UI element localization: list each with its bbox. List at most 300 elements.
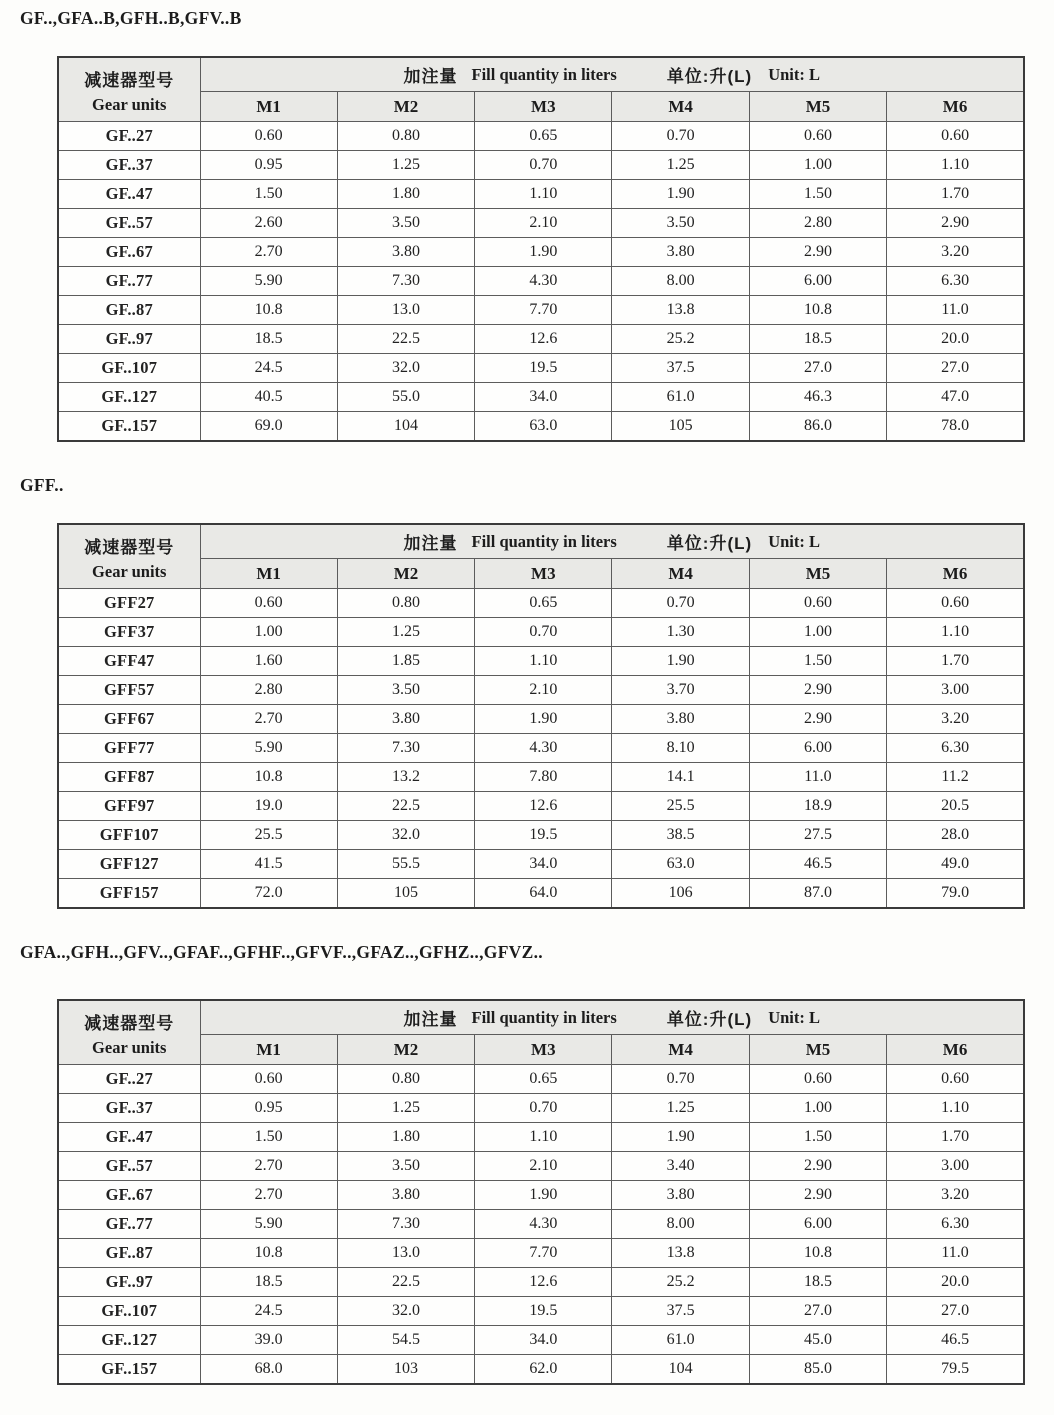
fill-value-cell: 40.5	[200, 383, 337, 412]
fill-value-cell: 0.95	[200, 1094, 337, 1123]
section-title: GF..,GFA..B,GFH..B,GFV..B	[20, 8, 242, 28]
fill-value-cell: 1.10	[475, 1123, 612, 1152]
fill-value-cell: 1.10	[887, 151, 1024, 180]
fill-value-cell: 1.00	[749, 618, 886, 647]
fill-value-cell: 1.25	[337, 1094, 474, 1123]
fill-quantity-label-en: Fill quantity in liters	[471, 64, 617, 84]
fill-quantity-header-cell	[200, 1000, 1024, 1035]
fill-value-cell: 0.80	[337, 1065, 474, 1094]
fill-quantity-label-en: Fill quantity in liters	[471, 1007, 617, 1027]
gear-model-cell: GF..107	[58, 1297, 200, 1326]
fill-value-cell: 10.8	[200, 763, 337, 792]
fill-quantity-header-cell	[200, 57, 1024, 92]
fill-value-cell: 18.5	[200, 1268, 337, 1297]
fill-value-cell: 1.60	[200, 647, 337, 676]
table-row	[58, 180, 1024, 209]
fill-value-cell: 3.80	[337, 1181, 474, 1210]
gear-model-cell: GF..157	[58, 1355, 200, 1385]
fill-value-cell: 1.50	[200, 1123, 337, 1152]
table-row	[58, 763, 1024, 792]
fill-value-cell: 11.2	[887, 763, 1024, 792]
fill-value-cell: 2.60	[200, 209, 337, 238]
fill-value-cell: 1.90	[612, 1123, 749, 1152]
gear-units-header-cell	[58, 57, 200, 122]
table-row	[58, 122, 1024, 151]
fill-value-cell: 11.0	[887, 296, 1024, 325]
fill-value-cell: 1.70	[887, 647, 1024, 676]
gear-units-label-zh: 减速器型号	[84, 538, 175, 557]
fill-value-cell: 0.60	[749, 1065, 886, 1094]
fill-value-cell: 27.5	[749, 821, 886, 850]
gear-model-cell: GFF27	[58, 589, 200, 618]
fill-value-cell: 3.80	[337, 238, 474, 267]
fill-value-cell: 46.5	[887, 1326, 1024, 1355]
fill-value-cell: 32.0	[337, 354, 474, 383]
fill-value-cell: 2.90	[887, 209, 1024, 238]
fill-value-cell: 103	[337, 1355, 474, 1385]
fill-value-cell: 2.80	[200, 676, 337, 705]
fill-value-cell: 55.5	[337, 850, 474, 879]
fill-value-cell: 55.0	[337, 383, 474, 412]
table-row	[58, 589, 1024, 618]
fill-value-cell: 7.80	[475, 763, 612, 792]
table-row	[58, 354, 1024, 383]
sections-container	[20, 8, 1025, 1385]
fill-value-cell: 8.00	[612, 1210, 749, 1239]
fill-value-cell: 14.1	[612, 763, 749, 792]
column-header-m1: M1	[200, 92, 337, 122]
unit-label-zh: 单位:升(L)	[666, 1010, 753, 1029]
gear-model-cell: GF..87	[58, 296, 200, 325]
column-header-m5: M5	[749, 559, 886, 589]
fill-quantity-header-text	[203, 1005, 1022, 1030]
mounting-position-header-row	[58, 92, 1024, 122]
column-header-m1: M1	[200, 559, 337, 589]
mounting-position-header-row	[58, 1035, 1024, 1065]
unit-label-en: Unit: L	[768, 1007, 820, 1027]
gear-model-cell: GF..97	[58, 1268, 200, 1297]
table-row	[58, 325, 1024, 354]
fill-value-cell: 1.00	[749, 151, 886, 180]
column-header-m3: M3	[475, 1035, 612, 1065]
fill-quantity-label-zh: 加注量	[403, 534, 458, 553]
gear-model-cell: GFF77	[58, 734, 200, 763]
fill-quantity-section	[20, 475, 1025, 909]
fill-value-cell: 37.5	[612, 354, 749, 383]
gear-model-cell: GF..157	[58, 412, 200, 442]
section-title: GFF..	[20, 475, 64, 495]
fill-value-cell: 0.60	[200, 122, 337, 151]
gear-model-cell: GF..37	[58, 1094, 200, 1123]
fill-value-cell: 2.90	[749, 1152, 886, 1181]
fill-value-cell: 105	[337, 879, 474, 909]
gear-model-cell: GF..127	[58, 1326, 200, 1355]
fill-value-cell: 37.5	[612, 1297, 749, 1326]
fill-value-cell: 1.25	[337, 618, 474, 647]
fill-value-cell: 0.60	[200, 1065, 337, 1094]
fill-value-cell: 64.0	[475, 879, 612, 909]
fill-value-cell: 5.90	[200, 734, 337, 763]
fill-value-cell: 34.0	[475, 1326, 612, 1355]
fill-value-cell: 2.90	[749, 705, 886, 734]
fill-value-cell: 18.5	[749, 1268, 886, 1297]
fill-value-cell: 0.60	[200, 589, 337, 618]
fill-value-cell: 1.50	[749, 1123, 886, 1152]
gear-model-cell: GFF37	[58, 618, 200, 647]
gear-model-cell: GF..37	[58, 151, 200, 180]
table-row	[58, 879, 1024, 909]
fill-value-cell: 1.25	[612, 1094, 749, 1123]
table-row	[58, 267, 1024, 296]
fill-value-cell: 32.0	[337, 1297, 474, 1326]
fill-value-cell: 1.30	[612, 618, 749, 647]
gear-units-header-cell	[58, 1000, 200, 1065]
fill-value-cell: 79.5	[887, 1355, 1024, 1385]
fill-value-cell: 63.0	[612, 850, 749, 879]
fill-value-cell: 2.70	[200, 1181, 337, 1210]
fill-value-cell: 7.30	[337, 1210, 474, 1239]
fill-value-cell: 3.80	[612, 238, 749, 267]
fill-value-cell: 0.80	[337, 589, 474, 618]
fill-quantity-header-text	[203, 62, 1022, 87]
fill-quantity-label-zh: 加注量	[403, 1010, 458, 1029]
fill-value-cell: 10.8	[200, 1239, 337, 1268]
fill-quantity-label-zh: 加注量	[403, 67, 458, 86]
column-header-m4: M4	[612, 559, 749, 589]
fill-value-cell: 3.40	[612, 1152, 749, 1181]
fill-value-cell: 22.5	[337, 325, 474, 354]
gear-model-cell: GF..27	[58, 122, 200, 151]
gear-units-label-zh: 减速器型号	[84, 1014, 175, 1033]
fill-value-cell: 1.85	[337, 647, 474, 676]
fill-value-cell: 1.90	[612, 647, 749, 676]
fill-value-cell: 18.5	[749, 325, 886, 354]
fill-value-cell: 0.60	[887, 589, 1024, 618]
gear-model-cell: GF..97	[58, 325, 200, 354]
fill-value-cell: 104	[337, 412, 474, 442]
fill-value-cell: 1.70	[887, 180, 1024, 209]
fill-value-cell: 2.70	[200, 238, 337, 267]
fill-value-cell: 19.0	[200, 792, 337, 821]
column-header-m5: M5	[749, 1035, 886, 1065]
fill-value-cell: 19.5	[475, 821, 612, 850]
fill-value-cell: 2.90	[749, 676, 886, 705]
fill-value-cell: 5.90	[200, 267, 337, 296]
fill-quantity-table	[57, 56, 1025, 442]
fill-value-cell: 12.6	[475, 792, 612, 821]
fill-value-cell: 13.0	[337, 1239, 474, 1268]
table-row	[58, 1065, 1024, 1094]
fill-value-cell: 10.8	[200, 296, 337, 325]
table-row	[58, 1094, 1024, 1123]
fill-value-cell: 22.5	[337, 1268, 474, 1297]
column-header-m2: M2	[337, 92, 474, 122]
fill-value-cell: 4.30	[475, 1210, 612, 1239]
fill-value-cell: 13.2	[337, 763, 474, 792]
fill-value-cell: 20.0	[887, 325, 1024, 354]
fill-value-cell: 0.70	[612, 1065, 749, 1094]
fill-value-cell: 6.30	[887, 267, 1024, 296]
fill-quantity-table	[57, 523, 1025, 909]
table-header	[58, 1000, 1024, 1065]
fill-value-cell: 13.8	[612, 1239, 749, 1268]
fill-value-cell: 2.70	[200, 705, 337, 734]
fill-value-cell: 2.10	[475, 1152, 612, 1181]
gear-model-cell: GFF57	[58, 676, 200, 705]
table-row	[58, 821, 1024, 850]
unit-label-en: Unit: L	[768, 64, 820, 84]
gear-model-cell: GFF67	[58, 705, 200, 734]
column-header-m6: M6	[887, 92, 1024, 122]
fill-value-cell: 18.9	[749, 792, 886, 821]
fill-value-cell: 27.0	[887, 354, 1024, 383]
fill-value-cell: 54.5	[337, 1326, 474, 1355]
fill-value-cell: 1.90	[475, 238, 612, 267]
fill-value-cell: 13.8	[612, 296, 749, 325]
fill-value-cell: 25.2	[612, 1268, 749, 1297]
fill-value-cell: 0.60	[887, 1065, 1024, 1094]
fill-value-cell: 10.8	[749, 296, 886, 325]
gear-model-cell: GF..47	[58, 1123, 200, 1152]
fill-value-cell: 3.20	[887, 1181, 1024, 1210]
table-row	[58, 383, 1024, 412]
table-row	[58, 1268, 1024, 1297]
table-row	[58, 296, 1024, 325]
gear-model-cell: GF..57	[58, 209, 200, 238]
fill-value-cell: 0.95	[200, 151, 337, 180]
fill-value-cell: 7.30	[337, 734, 474, 763]
fill-value-cell: 0.70	[612, 589, 749, 618]
fill-value-cell: 1.80	[337, 180, 474, 209]
column-header-m2: M2	[337, 559, 474, 589]
fill-value-cell: 45.0	[749, 1326, 886, 1355]
gear-model-cell: GF..127	[58, 383, 200, 412]
fill-value-cell: 1.00	[749, 1094, 886, 1123]
fill-value-cell: 47.0	[887, 383, 1024, 412]
fill-value-cell: 0.65	[475, 589, 612, 618]
fill-value-cell: 6.30	[887, 1210, 1024, 1239]
fill-value-cell: 3.50	[337, 676, 474, 705]
fill-value-cell: 1.50	[200, 180, 337, 209]
table-row	[58, 850, 1024, 879]
fill-value-cell: 49.0	[887, 850, 1024, 879]
fill-value-cell: 5.90	[200, 1210, 337, 1239]
fill-value-cell: 3.00	[887, 676, 1024, 705]
table-row	[58, 705, 1024, 734]
gear-model-cell: GFF107	[58, 821, 200, 850]
fill-value-cell: 12.6	[475, 325, 612, 354]
gear-units-label-en: Gear units	[92, 562, 167, 581]
fill-value-cell: 0.60	[887, 122, 1024, 151]
fill-value-cell: 3.80	[612, 1181, 749, 1210]
table-row	[58, 1152, 1024, 1181]
fill-value-cell: 1.10	[887, 1094, 1024, 1123]
fill-value-cell: 13.0	[337, 296, 474, 325]
table-row	[58, 238, 1024, 267]
fill-value-cell: 34.0	[475, 383, 612, 412]
fill-value-cell: 0.60	[749, 122, 886, 151]
unit-label-en: Unit: L	[768, 531, 820, 551]
table-body	[58, 122, 1024, 442]
fill-value-cell: 105	[612, 412, 749, 442]
fill-value-cell: 1.00	[200, 618, 337, 647]
gear-model-cell: GFF47	[58, 647, 200, 676]
fill-value-cell: 104	[612, 1355, 749, 1385]
fill-value-cell: 3.20	[887, 238, 1024, 267]
column-header-m2: M2	[337, 1035, 474, 1065]
fill-value-cell: 27.0	[887, 1297, 1024, 1326]
table-row	[58, 734, 1024, 763]
fill-value-cell: 3.00	[887, 1152, 1024, 1181]
table-row	[58, 412, 1024, 442]
fill-value-cell: 0.70	[475, 618, 612, 647]
fill-value-cell: 6.00	[749, 734, 886, 763]
fill-value-cell: 2.90	[749, 1181, 886, 1210]
fill-value-cell: 6.00	[749, 1210, 886, 1239]
fill-quantity-label-en: Fill quantity in liters	[471, 531, 617, 551]
fill-value-cell: 68.0	[200, 1355, 337, 1385]
gear-model-cell: GF..107	[58, 354, 200, 383]
fill-value-cell: 79.0	[887, 879, 1024, 909]
fill-value-cell: 1.25	[612, 151, 749, 180]
fill-value-cell: 46.5	[749, 850, 886, 879]
fill-value-cell: 86.0	[749, 412, 886, 442]
fill-value-cell: 2.70	[200, 1152, 337, 1181]
fill-value-cell: 6.00	[749, 267, 886, 296]
fill-quantity-header-text	[203, 529, 1022, 554]
table-row	[58, 1239, 1024, 1268]
gear-model-cell: GFF127	[58, 850, 200, 879]
fill-value-cell: 61.0	[612, 1326, 749, 1355]
fill-value-cell: 27.0	[749, 1297, 886, 1326]
fill-quantity-section	[20, 942, 1025, 1385]
fill-value-cell: 0.65	[475, 1065, 612, 1094]
fill-value-cell: 24.5	[200, 354, 337, 383]
fill-value-cell: 78.0	[887, 412, 1024, 442]
gear-model-cell: GF..77	[58, 267, 200, 296]
fill-value-cell: 1.10	[887, 618, 1024, 647]
table-row	[58, 647, 1024, 676]
fill-value-cell: 6.30	[887, 734, 1024, 763]
table-row	[58, 1326, 1024, 1355]
fill-value-cell: 20.0	[887, 1268, 1024, 1297]
fill-quantity-section	[20, 8, 1025, 442]
table-row	[58, 151, 1024, 180]
fill-value-cell: 62.0	[475, 1355, 612, 1385]
table-row	[58, 209, 1024, 238]
table-header	[58, 57, 1024, 122]
fill-value-cell: 32.0	[337, 821, 474, 850]
gear-units-label-zh: 减速器型号	[84, 71, 175, 90]
gear-model-cell: GFF87	[58, 763, 200, 792]
fill-value-cell: 39.0	[200, 1326, 337, 1355]
column-header-m4: M4	[612, 1035, 749, 1065]
column-header-m6: M6	[887, 1035, 1024, 1065]
fill-value-cell: 11.0	[887, 1239, 1024, 1268]
fill-quantity-table	[57, 999, 1025, 1385]
fill-value-cell: 3.50	[337, 209, 474, 238]
unit-label-zh: 单位:升(L)	[666, 67, 753, 86]
gear-model-cell: GF..77	[58, 1210, 200, 1239]
column-header-m1: M1	[200, 1035, 337, 1065]
gear-model-cell: GFF157	[58, 879, 200, 909]
section-title: GFA..,GFH..,GFV..,GFAF..,GFHF..,GFVF..,GFAZ..,GFHZ..,GFVZ..	[20, 942, 543, 962]
fill-value-cell: 0.80	[337, 122, 474, 151]
gear-units-label-en: Gear units	[92, 1038, 167, 1057]
table-row	[58, 1210, 1024, 1239]
fill-value-cell: 4.30	[475, 734, 612, 763]
fill-value-cell: 1.90	[475, 1181, 612, 1210]
fill-value-cell: 41.5	[200, 850, 337, 879]
fill-value-cell: 3.80	[337, 705, 474, 734]
table-row	[58, 1297, 1024, 1326]
fill-value-cell: 2.10	[475, 676, 612, 705]
fill-value-cell: 28.0	[887, 821, 1024, 850]
fill-value-cell: 24.5	[200, 1297, 337, 1326]
gear-model-cell: GF..87	[58, 1239, 200, 1268]
fill-value-cell: 0.70	[612, 122, 749, 151]
fill-value-cell: 19.5	[475, 1297, 612, 1326]
fill-value-cell: 18.5	[200, 325, 337, 354]
fill-value-cell: 2.10	[475, 209, 612, 238]
fill-value-cell: 46.3	[749, 383, 886, 412]
fill-value-cell: 1.10	[475, 647, 612, 676]
table-body	[58, 589, 1024, 909]
fill-value-cell: 0.70	[475, 151, 612, 180]
fill-value-cell: 7.30	[337, 267, 474, 296]
fill-value-cell: 1.90	[612, 180, 749, 209]
fill-value-cell: 1.10	[475, 180, 612, 209]
fill-value-cell: 3.50	[337, 1152, 474, 1181]
fill-value-cell: 11.0	[749, 763, 886, 792]
fill-value-cell: 87.0	[749, 879, 886, 909]
table-body	[58, 1065, 1024, 1385]
fill-value-cell: 25.5	[200, 821, 337, 850]
fill-value-cell: 72.0	[200, 879, 337, 909]
table-row	[58, 1181, 1024, 1210]
gear-model-cell: GF..27	[58, 1065, 200, 1094]
fill-value-cell: 34.0	[475, 850, 612, 879]
unit-label-zh: 单位:升(L)	[666, 534, 753, 553]
fill-value-cell: 0.70	[475, 1094, 612, 1123]
fill-value-cell: 4.30	[475, 267, 612, 296]
fill-value-cell: 7.70	[475, 1239, 612, 1268]
fill-value-cell: 69.0	[200, 412, 337, 442]
fill-value-cell: 2.80	[749, 209, 886, 238]
table-row	[58, 1355, 1024, 1385]
gear-model-cell: GF..57	[58, 1152, 200, 1181]
column-header-m3: M3	[475, 559, 612, 589]
fill-value-cell: 7.70	[475, 296, 612, 325]
fill-value-cell: 25.2	[612, 325, 749, 354]
fill-value-cell: 106	[612, 879, 749, 909]
fill-value-cell: 27.0	[749, 354, 886, 383]
fill-value-cell: 1.25	[337, 151, 474, 180]
column-header-m4: M4	[612, 92, 749, 122]
fill-value-cell: 3.80	[612, 705, 749, 734]
column-header-m5: M5	[749, 92, 886, 122]
table-row	[58, 618, 1024, 647]
fill-value-cell: 1.90	[475, 705, 612, 734]
fill-value-cell: 1.70	[887, 1123, 1024, 1152]
gear-model-cell: GFF97	[58, 792, 200, 821]
column-header-m3: M3	[475, 92, 612, 122]
table-header	[58, 524, 1024, 589]
fill-value-cell: 10.8	[749, 1239, 886, 1268]
gear-units-label-en: Gear units	[92, 95, 167, 114]
gear-units-header-cell	[58, 524, 200, 589]
fill-value-cell: 38.5	[612, 821, 749, 850]
